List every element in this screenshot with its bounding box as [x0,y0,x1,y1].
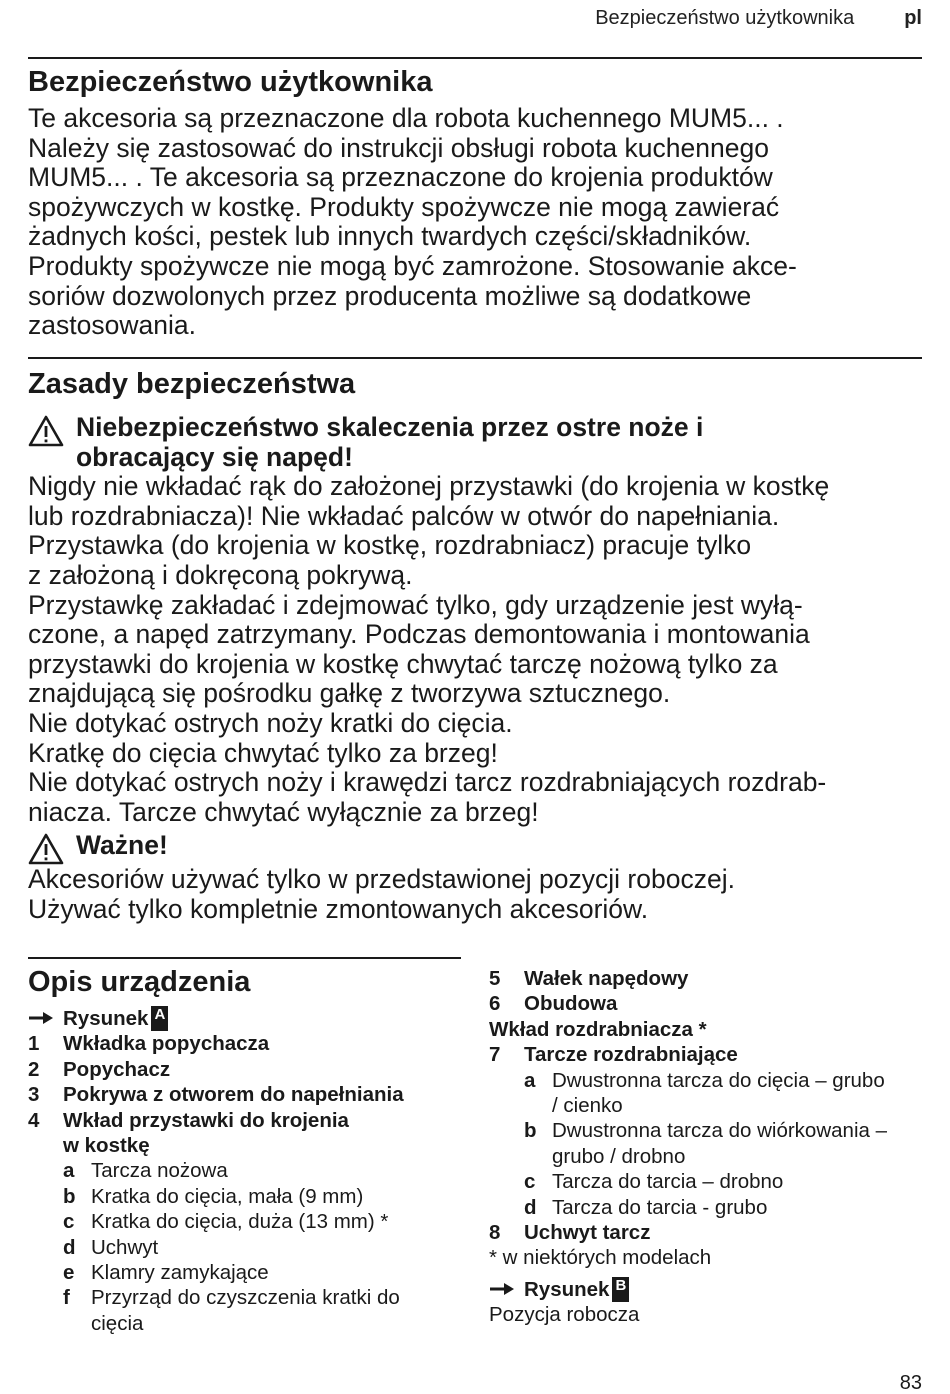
item-number: 3 [28,1083,40,1107]
warning-triangle-icon [28,413,76,472]
rules-line: z założoną i dokręconą pokrywą. [28,559,413,590]
sub-item-label-line: cięcia [91,1311,144,1335]
section-rule [28,957,461,959]
arrow-right-icon [489,1277,524,1302]
sub-item-letter: b [524,1119,537,1143]
shredder-insert-label: Wkład rozdrabniacza * [489,1017,707,1041]
safety-line: zastosowania. [28,310,196,341]
item-number: 1 [28,1032,40,1056]
safety-line: spożywczych w kostkę. Produkty spożywcze nie mogą zawierać [28,191,780,222]
item-number: 7 [489,1043,501,1067]
safety-line: Produkty spożywcze nie mogą być zamrożone. Stosowanie akce- [28,250,797,281]
important-warning-text: Ważne! [76,830,168,861]
sub-item-label: Kratka do cięcia, mała (9 mm) [91,1184,364,1208]
rules-line: czone, a napęd zatrzymany. Podczas demontowania i montowania [28,619,810,650]
rules-line: Przystawkę zakładać i zdejmować tylko, gdy urządzenie jest wyłą- [28,589,803,620]
figure-b-reference [489,1277,922,1302]
danger-warning-line: Niebezpieczeństwo skaleczenia przez ostre noże i [76,412,704,442]
item-label: Wałek napędowy [524,967,689,990]
section-rule [28,357,922,359]
item-label-line: Wkład przystawki do krojenia [63,1108,349,1132]
sub-item-label: Kratka do cięcia, duża (13 mm) * [91,1210,389,1234]
sub-item-letter: d [63,1235,76,1259]
safety-line: Należy się zastosować do instrukcji obsługi robota kuchennego [28,132,769,163]
sub-item [28,1235,468,1260]
list-item [28,1082,468,1107]
running-header [595,7,922,30]
safety-paragraph [28,104,922,341]
sub-item-label: Tarcza do tarcia - grubo [552,1195,768,1219]
item-label: Uchwyt tarcz [524,1221,651,1245]
sub-item-letter: d [524,1195,537,1219]
figure-a-reference [28,1006,468,1031]
sub-item-label-line: Dwustronna tarcza do wiórkowania – [552,1119,887,1143]
sub-item [489,1195,922,1220]
sub-item [28,1285,468,1336]
sub-item-label: Klamry zamykające [91,1261,269,1285]
list-item [489,991,922,1016]
footnote: * w niektórych modelach [489,1246,712,1270]
rules-line: Kratkę do cięcia chwytać tylko za brzeg! [28,737,498,768]
list-item [489,966,922,991]
figure-b-label: Rysunek [524,1277,610,1301]
sub-item [489,1068,922,1119]
sub-item [28,1184,468,1209]
sub-item-label [552,1118,887,1169]
danger-warning-text [76,413,703,472]
sub-item-label-line: Dwustronna tarcza do cięcia – grubo [552,1068,885,1092]
safety-line: Te akcesoria są przeznaczone dla robota kuchennego MUM5... . [28,103,784,133]
item-label: Obudowa [524,992,618,1016]
sub-item [489,1169,922,1194]
sub-item-letter: f [63,1286,70,1310]
sub-item-label-line: grubo / drobno [552,1144,686,1168]
item-label: Pokrywa z otworem do napełniania [63,1083,404,1107]
sub-item-label-line: / cienko [552,1094,623,1118]
item-number: 6 [489,992,501,1016]
running-header-section: Bezpieczeństwo użytkownika [595,7,855,29]
important-warning [28,831,922,865]
item-label [63,1108,349,1159]
figure-a-badge: A [151,1006,168,1031]
sub-item-letter: a [524,1068,536,1092]
description-left-column [28,1006,468,1336]
rules-line: Akcesoriów używać tylko w przedstawionej pozycji roboczej. [28,864,735,895]
sub-item-letter: e [63,1261,75,1285]
rules-line: przystawki do krojenia w kostkę chwytać tarczę nożową tylko za [28,648,778,679]
rules-block [28,413,922,925]
sub-item-label: Uchwyt [91,1235,159,1259]
sub-item [28,1158,468,1183]
list-item [489,1042,922,1067]
list-item [28,1031,468,1056]
arrow-right-icon [28,1006,63,1031]
sub-item-label [91,1285,400,1336]
sub-item [489,1118,922,1169]
safety-title: Bezpieczeństwo użytkownika [28,66,433,98]
figure-b-caption: Pozycja robocza [489,1303,640,1327]
rules-line: Przystawka (do krojenia w kostkę, rozdrabniacz) pracuje tylko [28,530,752,561]
section-rule [28,57,922,59]
rules-line: Nie dotykać ostrych noży kratki do cięcia. [28,707,513,738]
page-number: 83 [899,1372,922,1394]
sub-item-label [552,1068,885,1119]
description-right-column [489,966,922,1328]
item-label: Popychacz [63,1057,171,1081]
rules-line: Nigdy nie wkładać rąk do założonej przystawki (do krojenia w kostkę [28,471,830,502]
sub-item-label-line: Przyrząd do czyszczenia kratki do [91,1286,400,1310]
sub-item-label: Tarcza nożowa [91,1159,228,1183]
item-label: Tarcze rozdrabniające [524,1043,738,1067]
safety-line: soriów dozwolonych przez producenta możliwe są dodatkowe [28,280,752,311]
running-header-lang: pl [904,7,922,29]
safety-line: MUM5... . Te akcesoria są przeznaczone do krojenia produktów [28,162,773,193]
rules-line: znajdującą się pośrodku gałkę z tworzywa sztucznego. [28,678,671,709]
sub-item [28,1260,468,1285]
danger-warning-line: obracający się napęd! [76,441,353,472]
rules-line: Nie dotykać ostrych noży i krawędzi tarcz rozdrabniających rozdrab- [28,767,827,798]
warning-triangle-icon [28,831,76,865]
list-item [28,1057,468,1082]
rules-line: lub rozdrabniacza)! Nie wkładać palców w otwór do napełniania. [28,500,780,531]
description-title: Opis urządzenia [28,966,251,998]
safety-line: żadnych kości, pestek lub innych twardych części/składników. [28,221,752,252]
danger-warning [28,413,922,472]
sub-item-letter: c [63,1210,75,1234]
sub-item-letter: b [63,1184,76,1208]
figure-b-badge: B [612,1277,629,1302]
rules-line: Używać tylko kompletnie zmontowanych akcesoriów. [28,893,649,924]
list-item [489,1220,922,1245]
rules-line: niacza. Tarcze chwytać wyłącznie za brzeg! [28,796,539,827]
sub-item-letter: a [63,1159,75,1183]
sub-item-letter: c [524,1170,536,1194]
rules-title: Zasady bezpieczeństwa [28,368,356,400]
item-number: 5 [489,967,501,990]
list-item [28,1108,468,1159]
item-label: Wkładka popychacza [63,1032,270,1056]
sub-item-label: Tarcza do tarcia – drobno [552,1170,784,1194]
item-number: 4 [28,1108,40,1132]
item-number: 2 [28,1057,40,1081]
sub-item [28,1209,468,1234]
figure-a-label: Rysunek [63,1007,149,1030]
item-label-line: w kostkę [63,1134,150,1158]
item-number: 8 [489,1221,501,1245]
